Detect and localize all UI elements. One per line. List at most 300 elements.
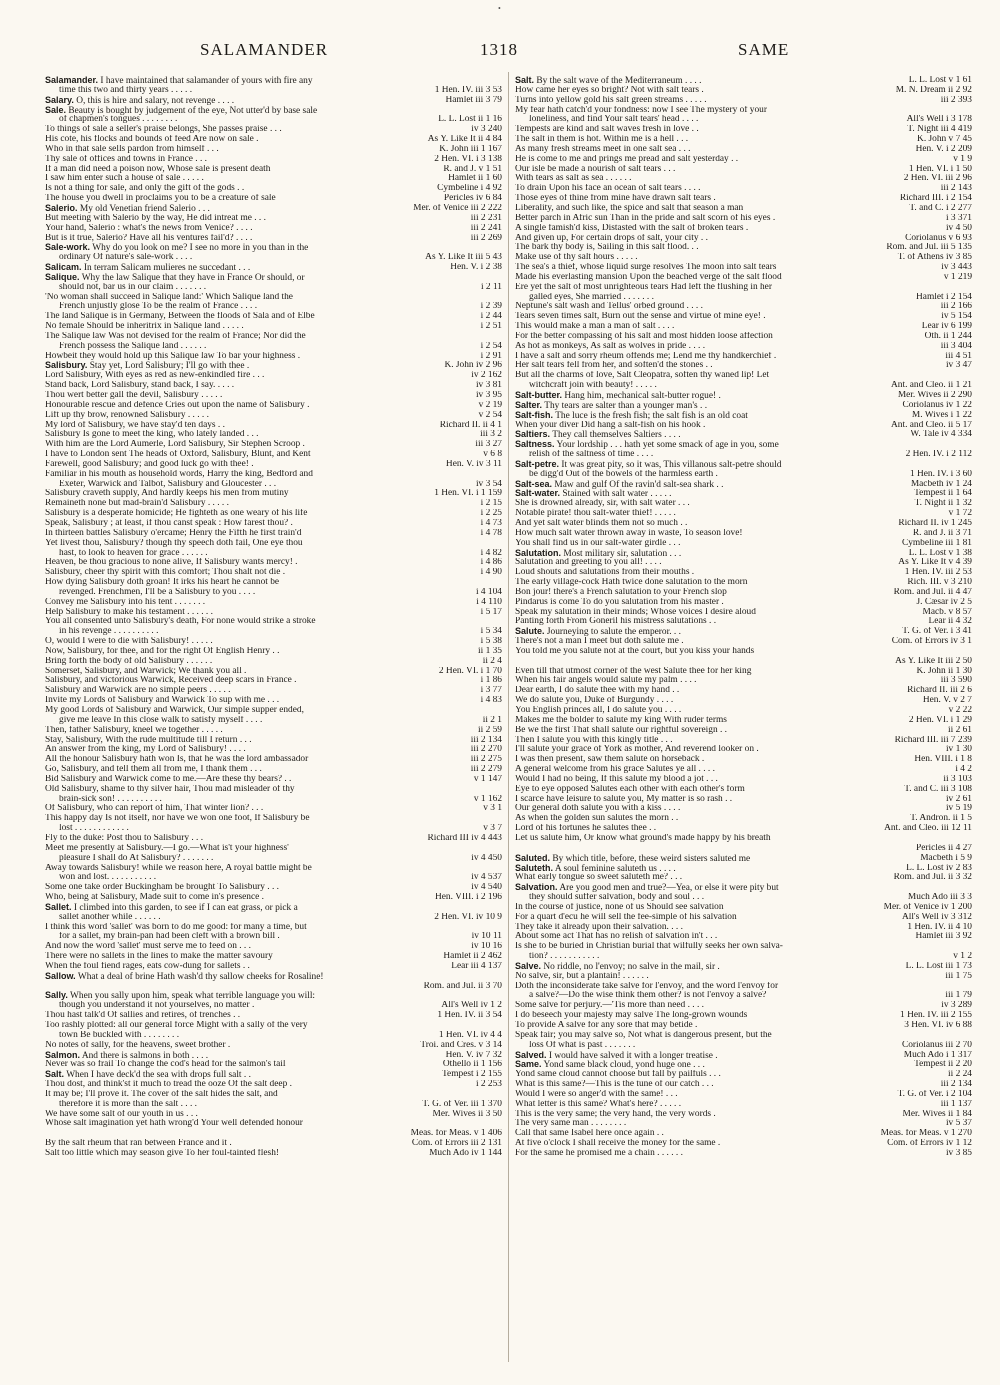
citation-reference: Ant. and Cleo. iii 12 11: [881, 824, 972, 834]
concordance-line: [45, 942, 502, 952]
concordance-line: [515, 1149, 972, 1159]
concordance-line: [45, 893, 502, 903]
citation-reference: Othello ii 1 156: [440, 1060, 502, 1070]
quotation-text: How came her eyes so bright? Not with salt tears .: [515, 85, 704, 95]
quotation-text: In thirteen battles Salisbury o'ercame; Henry the Fifth he first train'd: [45, 528, 302, 538]
concordance-line: [45, 460, 502, 470]
quotation-text: Doth the inconsiderate take salve for l'envoy, and the word l'envoy for: [515, 981, 779, 991]
concordance-line: [515, 568, 972, 578]
citation-reference: R. and J. ii 3 71: [910, 529, 972, 539]
concordance-line: [515, 765, 972, 775]
concordance-line: [515, 578, 972, 588]
quotation-text: Salisbury cravеth supply, And hardly keeps his men from mutiny: [45, 489, 289, 499]
concordance-line: [45, 1110, 502, 1120]
concordance-line: [515, 1031, 972, 1041]
concordance-line: [515, 106, 972, 116]
concordance-line: [45, 312, 502, 322]
quotation-text: And given up, For certain drops of salt, your city . .: [515, 233, 708, 243]
quotation-text: revenged. Frenchmen, I'll be a Salisbury to you . . . .: [59, 587, 256, 597]
citation-reference: v 6 8: [480, 450, 502, 460]
quotation-text: And yet salt water blinds them not so much . .: [515, 518, 688, 528]
citation-reference: iv 3 443: [938, 263, 972, 273]
concordance-line: [515, 322, 972, 332]
citation-reference: 1 Hen. IV. iii 2 53: [902, 568, 972, 578]
citation-reference: Mer. of Venice iv 1 200: [881, 903, 972, 913]
concordance-line: [45, 450, 502, 460]
headword: Salute.: [515, 627, 545, 637]
quotation-text: Yond same cloud cannot choose but fall by pailfuls . . .: [515, 1070, 721, 1080]
concordance-line: [45, 224, 502, 234]
citation-reference: K. John ii 1 30: [914, 667, 972, 677]
quotation-text: Thy sale of offices and towns in France . . .: [45, 154, 208, 164]
quotation-text: It may be; I'll prove it. The cover of the salt hides the salt, and: [45, 1089, 278, 1099]
concordance-line: [515, 982, 972, 992]
quotation-text: The bark thy body is, Sailing in this salt flood. . .: [515, 243, 699, 253]
concordance-line: [515, 657, 972, 667]
concordance-line: [515, 312, 972, 322]
quotation-text: The salt in them is hot. Within me is a hell . . .: [515, 135, 689, 145]
quotation-text: Call that same Isabel here once again . .: [515, 1129, 664, 1139]
concordance-line: [515, 617, 972, 627]
citation-reference: Lear ii 4 32: [926, 617, 972, 627]
citation-reference: Rich. III. v 3 210: [904, 578, 972, 588]
quotation-text: Speak, Salisbury ; at least, if thou canst speak : How farest thou? .: [45, 518, 293, 528]
headword: Sally.: [45, 991, 68, 1001]
citation-reference: iii 2 166: [938, 302, 972, 312]
concordance-line: [515, 1100, 972, 1110]
quotation-text: I climbed into this garden, to see if I can eat grass, or pick a: [73, 902, 298, 913]
concordance-line: [515, 125, 972, 135]
citation-reference: Macbeth iv 1 24: [908, 480, 972, 490]
concordance-line: [45, 864, 502, 874]
headword: Salt-water.: [515, 489, 561, 499]
concordance-line: [515, 204, 972, 214]
concordance-line: [515, 411, 972, 421]
concordance-line: [45, 765, 502, 775]
concordance-line: [45, 86, 502, 96]
concordance-line: [515, 1090, 972, 1100]
citation-reference: W. Tale iv 4 334: [907, 430, 972, 440]
quotation-text: brain-sick son! . . . . . . . . . .: [59, 794, 162, 804]
quotation-text: What is this same?—This is the tune of our catch . . .: [515, 1080, 714, 1090]
citation-reference: iv 4 537: [468, 873, 502, 883]
quotation-text: For the better compassing of his salt and most hidden loose affection: [515, 331, 773, 341]
quotation-text: Salutation and greeting to you all! . . . .: [515, 558, 662, 568]
quotation-text: When his fair angels would salute my palm . . . .: [515, 676, 697, 686]
concordance-line: [45, 785, 502, 795]
citation-reference: Pericles ii 4 27: [913, 844, 972, 854]
citation-reference: i 4 78: [478, 529, 502, 539]
citation-reference: iv 3 54: [473, 480, 502, 490]
citation-reference: Mer. of Venice iii 2 222: [410, 204, 502, 214]
page-number: 1318: [480, 40, 518, 59]
citation-reference: 1 Hen. VI. i 1 50: [906, 165, 972, 175]
concordance-line: [45, 184, 502, 194]
concordance-line: [45, 332, 502, 342]
concordance-line: [515, 489, 972, 499]
concordance-line: [45, 883, 502, 893]
citation-reference: v 2 54: [476, 411, 502, 421]
citation-reference: K. John iv 2 96: [441, 361, 502, 371]
citation-reference: ii 1 35: [475, 647, 502, 657]
quotation-text: You shall find us in our salt-water girdle . . .: [515, 538, 681, 548]
headword: Salisbury.: [45, 361, 88, 371]
quotation-text: therefore it is more than the salt . . . .: [59, 1099, 197, 1109]
citation-reference: v 3 1: [480, 804, 502, 814]
citation-reference: T. G. of Ver. iii 1 370: [419, 1100, 502, 1110]
quotation-text: You all consented unto Salisbury's death, For none would strike a stroke: [45, 617, 316, 627]
quotation-text: Speak fair; you may salve so, Not what is dangerous present, but the: [515, 1030, 772, 1040]
concordance-line: [515, 243, 972, 253]
citation-reference: K. John v 7 45: [914, 135, 972, 145]
headword: Salt.: [45, 1070, 65, 1080]
concordance-line: [45, 115, 502, 125]
citation-reference: ii 2 24: [945, 1070, 972, 1080]
citation-reference: T. and C. i 2 277: [906, 204, 972, 214]
concordance-line: [515, 165, 972, 175]
concordance-line: [515, 539, 972, 549]
quotation-text: Maw and gulf Of the ravin'd salt-sea shark . .: [554, 479, 724, 490]
quotation-text: Our general doth salute you with a kiss . . . .: [515, 804, 681, 814]
citation-reference: Tempest i 2 155: [439, 1070, 502, 1080]
concordance-line: [45, 952, 502, 962]
concordance-line: [45, 972, 502, 982]
citation-reference: Hen. V. iv 7 32: [443, 1051, 502, 1061]
quotation-text: Makes me the bolder to salute my king With ruder terms: [515, 715, 727, 725]
concordance-line: [515, 1001, 972, 1011]
concordance-line: [45, 804, 502, 814]
quotation-text: We do salute you, Duke of Burgundy . . . .: [515, 696, 674, 706]
quotation-text: of chapmen's tongues . . . . . . . .: [59, 115, 178, 125]
concordance-line: [515, 716, 972, 726]
concordance-line: [45, 775, 502, 785]
citation-reference: Pericles iv 6 84: [441, 194, 502, 204]
concordance-line: [515, 558, 972, 568]
citation-reference: L. L. Lost v 1 38: [906, 549, 972, 559]
citation-reference: All's Well iv 3 312: [899, 913, 972, 923]
quotation-text: relish of the saltness of time . . . .: [529, 450, 654, 460]
concordance-line: [45, 1060, 502, 1070]
quotation-text: Who in that sale sells pardon from himself . . .: [45, 144, 219, 154]
citation-reference: Rom. and Jul. ii 3 70: [421, 982, 502, 992]
citation-reference: Meas. for Meas. v 1 270: [878, 1129, 972, 1139]
citation-reference: iii 2 231: [468, 214, 502, 224]
concordance-line: [515, 273, 972, 283]
citation-reference: Mer. Wives ii 3 50: [430, 1110, 503, 1120]
concordance-line: [45, 529, 502, 539]
citation-reference: 2 Hen. VI. i 1 29: [906, 716, 972, 726]
quotation-text: hast, to look to heaven for grace . . . . . .: [59, 548, 208, 558]
quotation-text: Now, Salisbury, for thee, and for the right Of English Henry . .: [45, 646, 280, 656]
concordance-line: [45, 302, 502, 312]
headword: Same.: [515, 1060, 542, 1070]
citation-reference: As Y. Like It ii 4 84: [425, 135, 502, 145]
headword: Sallow.: [45, 971, 76, 981]
quotation-text: All the honour Salisbury hath won Is, that he was the lord ambassador: [45, 755, 309, 765]
citation-reference: 1 Hen. IV. ii 4 10: [904, 923, 972, 933]
right-column: [515, 76, 972, 1376]
quotation-text: Her salt tears fell from her, and soften'd the stones . .: [515, 361, 713, 371]
concordance-line: [515, 952, 972, 962]
citation-reference: All's Well iv 1 2: [438, 1001, 502, 1011]
concordance-line: [45, 696, 502, 706]
quotation-text: I have a salt and sorry rheum offends me; Lend me thy handkerchief .: [515, 351, 777, 361]
quotation-text: 'No woman shall succeed in Salique land:' Which Salique land the: [45, 292, 293, 302]
quotation-text: Most military sir, salutation . . .: [563, 548, 682, 559]
quotation-text: Is she to be buried in Christian burial that wilfully seeks her own salva-: [515, 942, 783, 952]
quotation-text: In the course of justice, none of us Should see salvation: [515, 902, 724, 912]
quotation-text: Would I had no being, If this salute my blood a jot . . .: [515, 774, 718, 784]
quotation-text: witchcraft join with beauty! . . . . .: [529, 381, 657, 391]
quotation-text: Salisbury and Warwick are no simple peers . . . . .: [45, 686, 231, 696]
quotation-text: My good Lords of Salisbury and Warwick, Our simple supper ended,: [45, 706, 304, 715]
concordance-line: [45, 667, 502, 677]
citation-reference: Meas. for Meas. v 1 406: [408, 1129, 502, 1139]
quotation-text: Would I were so anger'd with the same! . . .: [515, 1089, 678, 1099]
citation-reference: Richard III. iii 7 239: [892, 736, 972, 746]
concordance-line: [45, 982, 502, 992]
quotation-text: His cote, his flocks and bounds of feed Are now on sale .: [45, 135, 259, 145]
concordance-line: [45, 676, 502, 686]
quotation-text: I do beseech your majesty may salve The long-grown wounds: [515, 1011, 748, 1021]
quotation-text: There were no sallets in the lines to make the matter savoury: [45, 952, 273, 962]
concordance-line: [515, 1080, 972, 1090]
headword: Sallet.: [45, 902, 72, 912]
concordance-line: [45, 617, 502, 627]
citation-reference: T. of Athens iv 3 85: [895, 253, 972, 263]
quotation-text: No riddle, no l'envoy; no salve in the mail, sir .: [543, 961, 720, 972]
quotation-text: Make use of thy salt hours . . . . .: [515, 253, 638, 263]
citation-reference: iii 2 393: [938, 96, 972, 106]
concordance-line: [45, 755, 502, 765]
concordance-line: [515, 588, 972, 598]
concordance-line: [45, 539, 502, 549]
citation-reference: Lear iii 4 137: [448, 962, 502, 972]
citation-reference: v 2 22: [946, 706, 972, 716]
concordance-line: [515, 371, 972, 381]
quotation-text: Eye to eye opposed Salutes each other with each other's form: [515, 784, 745, 794]
quotation-text: Stained with salt water . . . . .: [562, 489, 672, 500]
quotation-text: When your diver Did hang a salt-fish on his hook .: [515, 420, 706, 430]
quotation-text: Journeying to salute the emperor. . .: [546, 627, 681, 638]
concordance-line: [45, 106, 502, 116]
quotation-text: I have to London sent The heads of Oxford, Salisbury, Blunt, and Kent: [45, 450, 311, 460]
citation-reference: i 2 11: [478, 283, 502, 293]
header-left-word: SALAMANDER: [200, 40, 329, 59]
concordance-line: [45, 381, 502, 391]
quotation-text: Heaven, be thou gracious to none alive, If Salisbury wants mercy! .: [45, 558, 298, 568]
citation-reference: Tempest ii 2 20: [911, 1060, 972, 1070]
citation-reference: 2 Hen. VI. iii 2 96: [901, 174, 972, 184]
citation-reference: Much Ado i 1 317: [901, 1051, 972, 1061]
quotation-text: Bring forth the body of old Salisbury . . . . . .: [45, 656, 213, 666]
quotation-text: Then, father Salisbury, kneel we together . . . . .: [45, 725, 223, 735]
citation-reference: Hamlet ii 1 60: [445, 174, 502, 184]
citation-reference: K. John iii 1 167: [436, 145, 502, 155]
quotation-text: Thou hast talk'd Of sallies and retires, of trenches . .: [45, 1011, 241, 1021]
concordance-line: [45, 342, 502, 352]
headword: Salt.: [515, 76, 535, 85]
headword: Sale-work.: [45, 243, 91, 253]
concordance-line: [45, 243, 502, 253]
concordance-line: [515, 854, 972, 864]
citation-reference: T. G. of Ver. i 2 104: [895, 1090, 972, 1100]
quotation-text: To drain Upon his face an ocean of salt tears . . . .: [515, 184, 701, 194]
concordance-line: [45, 155, 502, 165]
concordance-line: [515, 302, 972, 312]
concordance-line: [45, 293, 502, 303]
citation-reference: 1 Hen. VI. iv 4 4: [436, 1031, 502, 1041]
citation-reference: L. L. Lost ii 1 16: [435, 115, 502, 125]
quotation-text: And there is salmons in both . . . .: [81, 1050, 209, 1061]
quotation-text: With him are the Lord Aumerle, Lord Salisbury, Sir Stephen Scroop .: [45, 440, 305, 450]
citation-reference: Cymbeline i 4 92: [434, 184, 502, 194]
concordance-line: [515, 470, 972, 480]
concordance-line: [515, 253, 972, 263]
citation-reference: L. L. Lost iii 1 73: [903, 962, 972, 972]
quotation-text: Bid Salisbury and Warwick come to me.—Are these thy bears? . .: [45, 774, 292, 784]
print-mark: •: [498, 4, 501, 13]
quotation-text: Why do you look on me? I see no more in you than in the: [92, 243, 309, 254]
quotation-text: They call themselves Saltiers . . . .: [552, 430, 681, 441]
concordance-line: [515, 96, 972, 106]
quotation-text: When I have deck'd the sea with drops full salt . .: [66, 1070, 251, 1081]
headword: Salmon.: [45, 1050, 81, 1060]
concordance-line: [515, 676, 972, 686]
quotation-text: What letter is this same? What's here? . . . . .: [515, 1099, 682, 1109]
citation-reference: iv 2 61: [943, 795, 972, 805]
concordance-line: [45, 1011, 502, 1021]
citation-reference: Richard II. iv 1 245: [895, 519, 972, 529]
page-header: [0, 40, 1000, 64]
concordance-line: [515, 923, 972, 933]
citation-reference: iii 2 134: [468, 736, 502, 746]
citation-reference: Hamlet ii 2 462: [440, 952, 502, 962]
citation-reference: Hamlet iii 3 79: [442, 96, 502, 106]
headword: Salvation.: [515, 883, 558, 893]
concordance-line: [515, 1021, 972, 1031]
concordance-line: [45, 401, 502, 411]
headword: Salt-petre.: [515, 459, 560, 469]
citation-reference: Tempest ii 1 64: [911, 489, 972, 499]
citation-reference: Richard III. i 2 154: [897, 194, 972, 204]
quotation-text: This is the very same; the very hand, the very words .: [515, 1109, 716, 1119]
quotation-text: Bon jour! there's a French salutation to your French slop: [515, 587, 727, 597]
citation-reference: iv 4 50: [943, 224, 972, 234]
quotation-text: I would have salved it with a longer treatise .: [548, 1050, 718, 1061]
quotation-text: They take it already upon their salvation. . . .: [515, 922, 683, 932]
concordance-line: [515, 1129, 972, 1139]
citation-reference: iii 3 2: [477, 430, 502, 440]
concordance-line: [515, 903, 972, 913]
citation-reference: Rom. and Jul. ii 3 32: [891, 873, 972, 883]
concordance-line: [45, 470, 502, 480]
concordance-line: [45, 686, 502, 696]
citation-reference: Com. of Errors iii 2 131: [409, 1139, 502, 1149]
quotation-text: Away towards Salisbury! while we reason here, A royal battle might be: [45, 863, 312, 873]
concordance-line: [515, 932, 972, 942]
concordance-line: [45, 283, 502, 293]
citation-reference: i 4 104: [473, 588, 502, 598]
quotation-text: For a quart d'ecu he will sell the fee-simple of his salvation: [515, 912, 737, 922]
quotation-text: Some salve for perjury.—'Tis more than need . . . .: [515, 1001, 704, 1011]
citation-reference: iii 3 27: [472, 440, 502, 450]
quotation-text: With tears as salt as sea . . . . . .: [515, 174, 632, 184]
quotation-text: Who, being at Salisbury, Made suit to come in's presence .: [45, 893, 264, 903]
quotation-text: Stay yet, Lord Salisbury; I'll go with thee .: [89, 361, 250, 372]
citation-reference: Hen. V. iv 3 11: [443, 460, 502, 470]
citation-reference: L. L. Lost v 1 61: [906, 76, 972, 86]
quotation-text: Honourable rescue and defence Cries out upon the name of Salisbury .: [45, 400, 310, 410]
citation-reference: Com. of Errors iv 3 1: [889, 637, 972, 647]
citation-reference: i 3 77: [478, 686, 502, 696]
quotation-text: In terram Salicam mulieres ne succedant . . .: [83, 263, 251, 273]
quotation-text: The land Salique is in Germany, Between the floods of Sala and of Elbe: [45, 312, 315, 322]
quotation-text: My fear hath catch'd your fondness: now I see The mystery of your: [515, 105, 767, 115]
quotation-text: No notes of sally, for the heavens, sweet brother .: [45, 1040, 231, 1050]
citation-reference: iv 5 154: [938, 312, 972, 322]
quotation-text: But all the charms of love, Salt Cleopatra, soften thy waned lip! Let: [515, 371, 770, 381]
concordance-line: [515, 391, 972, 401]
concordance-line: [515, 1041, 972, 1051]
quotation-text: Better parch in Afric sun Than in the pride and salt scorn of his eyes .: [515, 213, 776, 223]
concordance-line: [515, 214, 972, 224]
concordance-line: [515, 263, 972, 273]
quotation-text: Some one take order Buckingham be brought To Salisbury . . .: [45, 883, 280, 893]
quotation-text: He is come to me and prings me pread and salt yesterday . .: [515, 154, 739, 164]
concordance-line: [515, 726, 972, 736]
citation-reference: 2 Hen. VI. i 3 138: [431, 155, 502, 165]
citation-reference: i 2 253: [473, 1080, 502, 1090]
quotation-text: O, this is hire and salary, not revenge . . . .: [76, 95, 235, 106]
citation-reference: 2 Hen. VI. i 1 70: [436, 667, 502, 677]
concordance-line: [45, 1001, 502, 1011]
concordance-line: [45, 873, 502, 883]
concordance-line: [515, 1139, 972, 1149]
quotation-text: Thy tears are salter than a younger man's . .: [544, 400, 708, 411]
citation-reference: v 1 162: [471, 795, 502, 805]
concordance-line: [45, 519, 502, 529]
quotation-text: To provide A salve for any sore that may betide .: [515, 1021, 698, 1030]
concordance-line: [515, 194, 972, 204]
quotation-text: We have some salt of our youth in us . . .: [45, 1109, 198, 1119]
quotation-text: French unjustly glose To be the realm of France . . . .: [59, 302, 258, 312]
headword: Salve.: [515, 961, 542, 971]
citation-reference: As Y. Like It iii 2 50: [892, 657, 972, 667]
citation-reference: T. Night ii 1 32: [912, 499, 972, 509]
concordance-line: [45, 568, 502, 578]
citation-reference: 2 Hen. IV. i 2 112: [903, 450, 972, 460]
citation-reference: iii 2 275: [468, 755, 502, 765]
quotation-text: What early tongue so sweet saluteth me? . . .: [515, 873, 683, 883]
citation-reference: L. L. Lost iv 2 83: [903, 864, 972, 874]
citation-reference: Coriolanus iii 2 70: [899, 1041, 972, 1051]
concordance-line: [515, 942, 972, 952]
concordance-line: [45, 1149, 502, 1159]
quotation-text: You told me you salute not at the court, but you kiss your hands: [515, 646, 755, 656]
quotation-text: A general welcome from his grace Salutes ye all . . . .: [515, 765, 715, 775]
citation-reference: Hamlet i 2 154: [913, 293, 972, 303]
quotation-text: I'll salute your grace of York as mother, And reverend looker on .: [515, 745, 759, 755]
citation-reference: 3 Hen. VI. iv 6 88: [901, 1021, 972, 1031]
concordance-line: [45, 903, 502, 913]
concordance-line: [45, 637, 502, 647]
quotation-text: And now the word 'sallet' must serve me to feed on . . .: [45, 942, 251, 952]
quotation-text: When you sally upon him, speak what terrible language you will:: [70, 991, 316, 1002]
citation-reference: iv 2 162: [468, 371, 502, 381]
concordance-line: [45, 489, 502, 499]
quotation-text: Too rashly plotted: all our general force Might with a sally of the very: [45, 1021, 308, 1030]
